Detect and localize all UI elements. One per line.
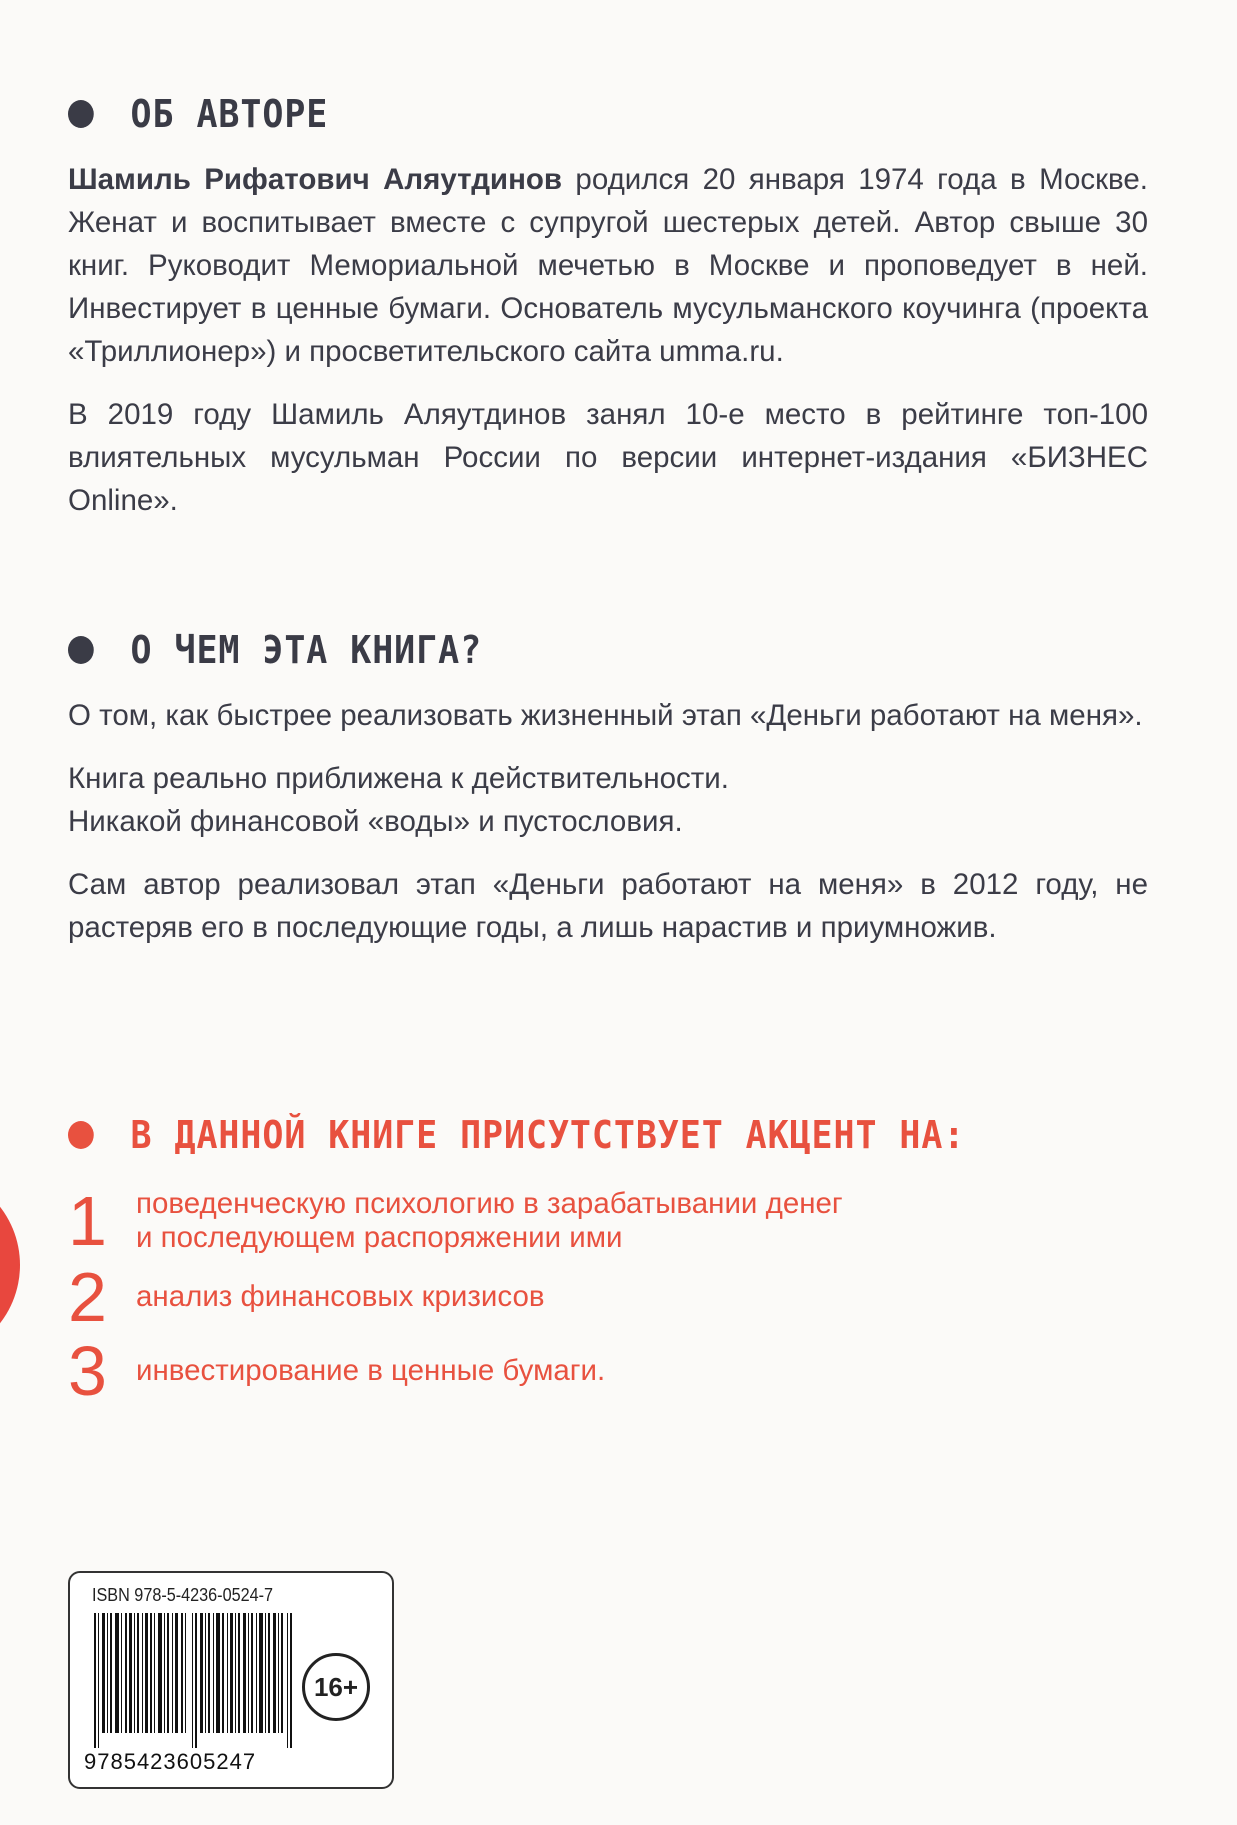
accent-heading xyxy=(68,1113,1062,1157)
author-name: Шамиль Рифатович Аляутдинов xyxy=(68,163,563,196)
accent-list-item-1 xyxy=(68,1182,1148,1260)
about-author-section xyxy=(68,92,1148,542)
author-bio xyxy=(68,158,1148,373)
list-number: 1 xyxy=(68,1182,107,1260)
isbn-barcode-box xyxy=(68,1571,394,1789)
about-author-heading xyxy=(68,92,1062,136)
accent-section xyxy=(68,1113,1148,1413)
author-rating: В 2019 году Шамиль Аляутдинов занял 10-е место в рейтинге топ-100 влиятельных мусульман России по версии интернет-издания «БИЗНЕС Online». xyxy=(68,398,1148,517)
list-text-line: поведенческую психологию в зарабатывании денег xyxy=(136,1187,843,1220)
accent-list-item-3 xyxy=(68,1332,1148,1410)
isbn-label: ISBN 978-5-4236-0524-7 xyxy=(92,1585,274,1605)
author-bio-text: родился 20 января 1974 года в Москве. Женат и воспитывает вместе с супругой шестерых детей. Автор свыше 30 книг. Руководит Мемориальной мечетью в Москве и проповедует в ней. Инвестирует в ценные бумаги. Основатель мусульманского коучинга (проекта «Триллионер») и просветительского сайта umma.ru. xyxy=(68,163,1148,368)
book-description-2-line1: Книга реально приближена к действительности. xyxy=(68,762,729,795)
barcode-icon xyxy=(92,1613,302,1748)
decorative-red-circle xyxy=(0,1170,20,1360)
about-book-heading-text: О ЧЕМ ЭТА КНИГА? xyxy=(130,628,483,672)
about-book-heading xyxy=(68,628,1062,672)
bullet-dot-icon xyxy=(68,100,94,128)
book-description-2 xyxy=(68,757,1148,843)
about-author-heading-text: ОБ АВТОРЕ xyxy=(130,92,329,136)
accent-heading-text: В ДАННОЙ КНИГЕ ПРИСУТСТВУЕТ АКЦЕНТ НА: xyxy=(130,1113,966,1157)
bullet-dot-icon xyxy=(68,1121,94,1149)
barcode-digits: 9785423605247 xyxy=(84,1749,257,1774)
bullet-dot-icon xyxy=(68,636,94,664)
list-number: 2 xyxy=(68,1258,107,1336)
list-text-line: и последующем распоряжении ими xyxy=(136,1221,623,1254)
about-book-section xyxy=(68,628,1148,969)
list-text: анализ финансовых кризисов xyxy=(136,1280,545,1313)
age-rating-badge: 16+ xyxy=(302,1653,370,1721)
list-text xyxy=(136,1187,843,1255)
list-text: инвестирование в ценные бумаги. xyxy=(136,1354,606,1387)
book-description-2-line2: Никакой финансовой «воды» и пустословия. xyxy=(68,805,683,838)
book-description-3: Сам автор реализовал этап «Деньги работают на меня» в 2012 году, не растеряв его в последующие годы, а лишь нарастив и приумножив. xyxy=(68,868,1148,944)
list-number: 3 xyxy=(68,1332,107,1410)
accent-list-item-2 xyxy=(68,1258,1148,1336)
book-description-1: О том, как быстрее реализовать жизненный этап «Деньги работают на меня». xyxy=(68,699,1143,732)
